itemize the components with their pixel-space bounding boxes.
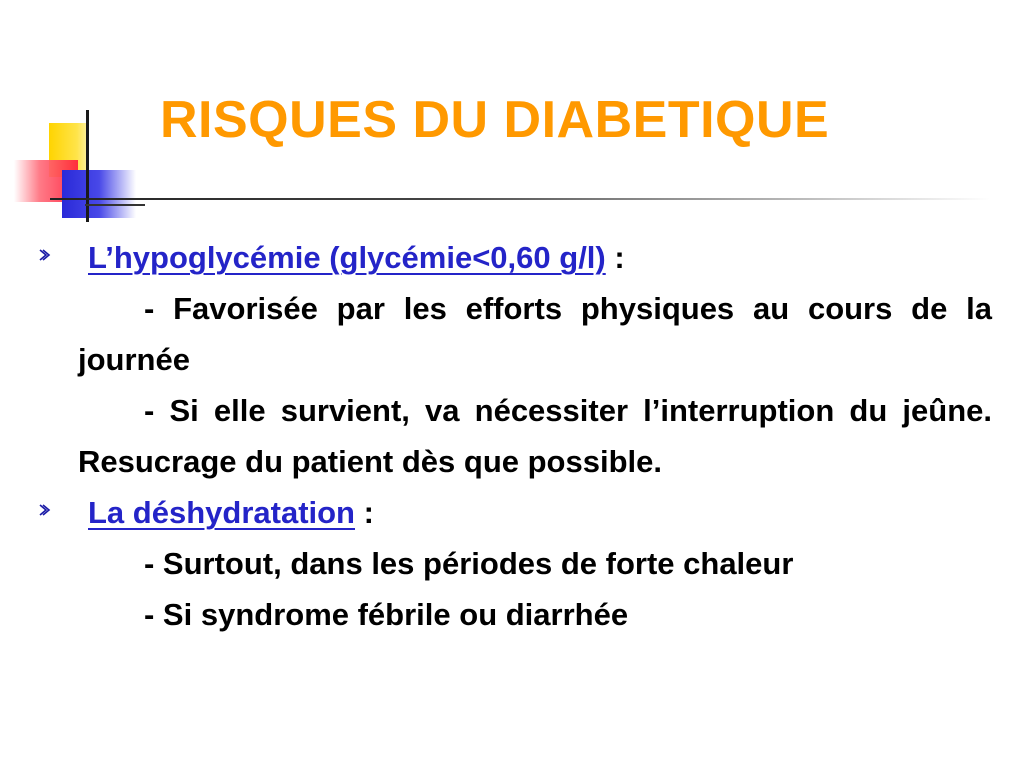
body-paragraph: - Surtout, dans les périodes de forte chaleur (144, 546, 794, 581)
body-paragraph: - Si elle survient, va nécessiter l’interruption du jeûne. Resucrage du patient dès que possible. (78, 393, 992, 479)
bullet-suffix: : (355, 495, 374, 530)
title-underline-rule (50, 198, 990, 200)
body-paragraph: - Si syndrome fébrile ou diarrhée (144, 597, 629, 632)
chevron-right-icon (38, 232, 56, 283)
decorative-blue-square (62, 170, 136, 218)
slide-title: RISQUES DU DIABETIQUE (160, 91, 830, 149)
decorative-short-rule (85, 204, 145, 206)
bullet-item-deshydratation (38, 487, 992, 538)
hypoglycemie-link[interactable]: L’hypoglycémie (glycémie<0,60 g/l) (88, 240, 606, 275)
deshydratation-link[interactable]: La déshydratation (88, 495, 355, 530)
slide-body (38, 232, 992, 640)
bullet-item-hypoglycemie (38, 232, 992, 283)
body-paragraph: - Favorisée par les efforts physiques au cours de la journée (78, 291, 992, 377)
chevron-right-icon (38, 487, 56, 538)
bullet-suffix: : (605, 240, 625, 275)
